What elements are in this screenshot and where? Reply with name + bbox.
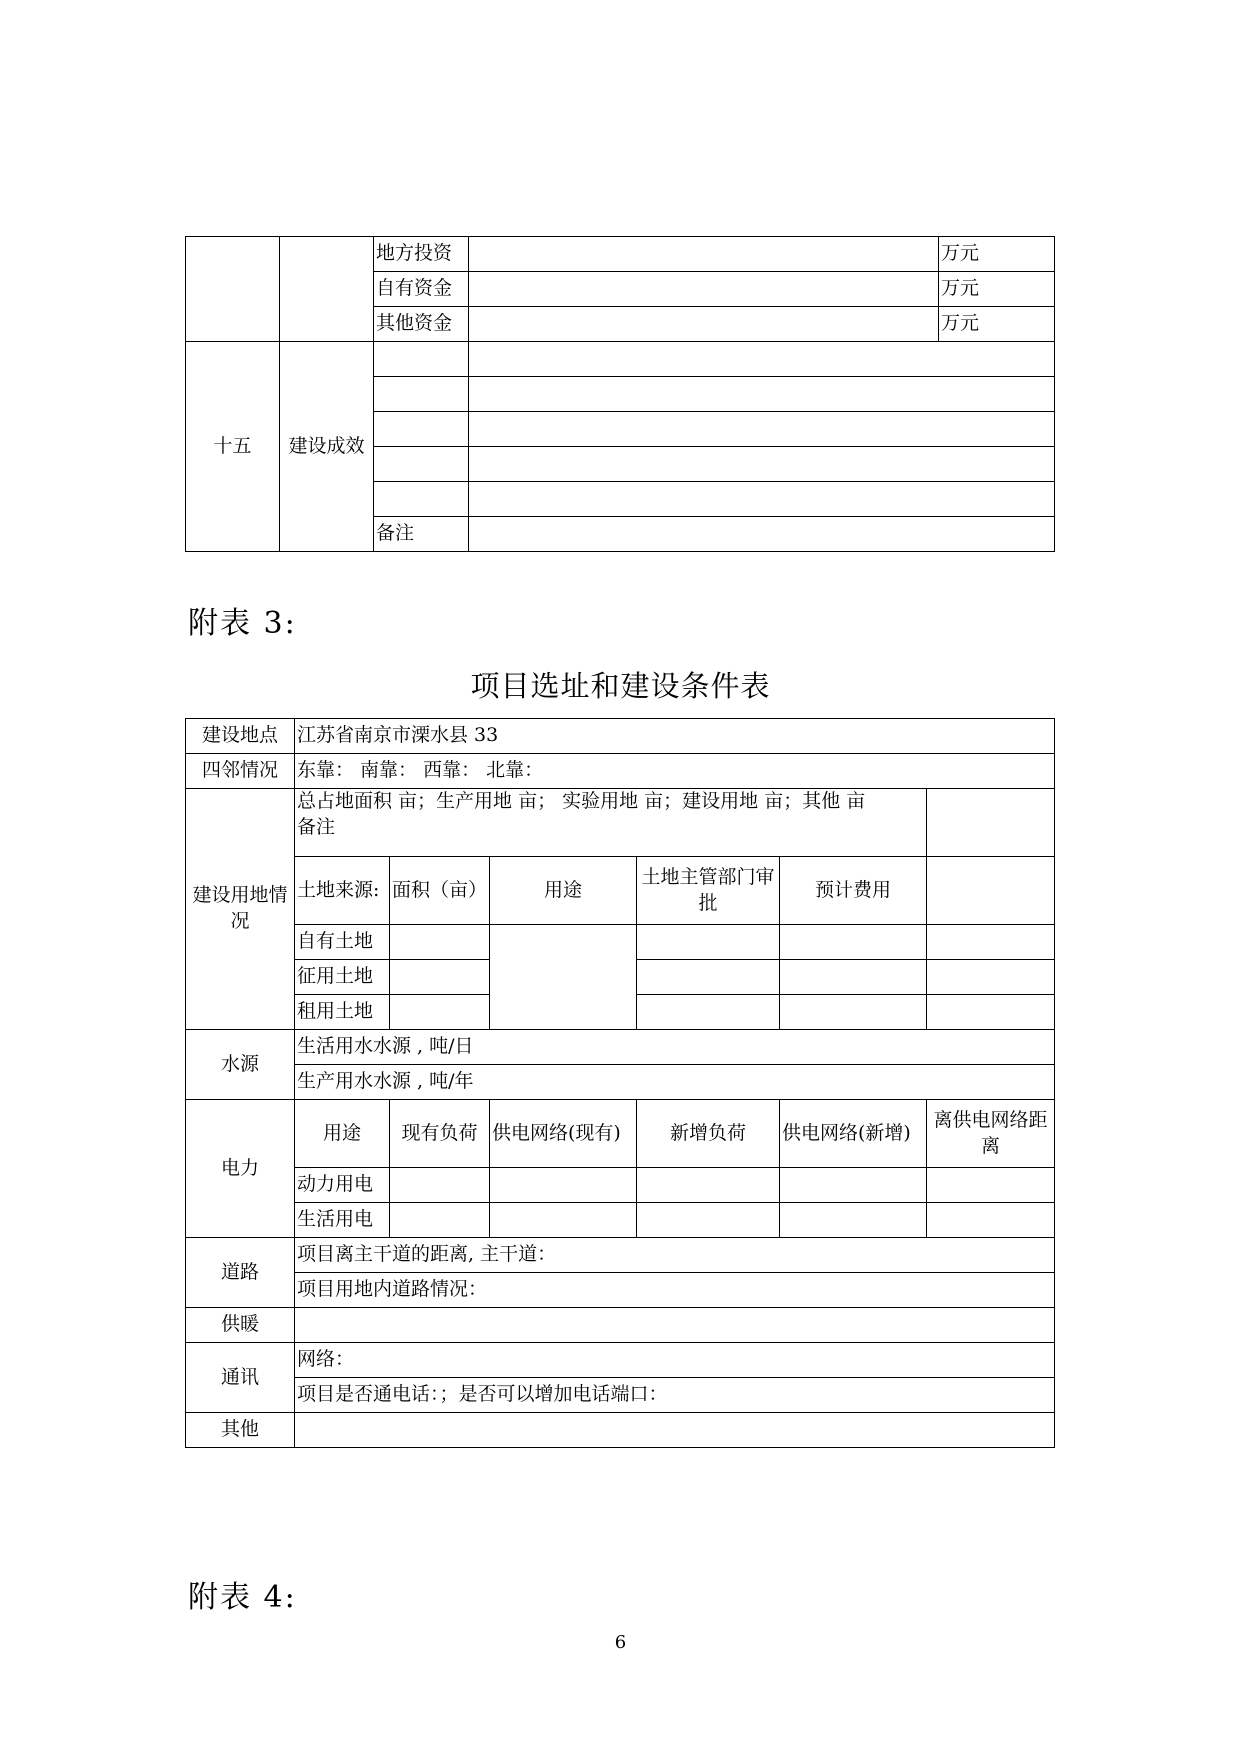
table-cell (927, 1203, 1055, 1238)
table-cell (295, 1308, 1055, 1343)
table-cell (469, 237, 939, 272)
power-header-current-load: 现有负荷 (390, 1100, 490, 1168)
funding-effect-table (185, 236, 1055, 552)
table-cell (390, 1168, 490, 1203)
table-cell (637, 960, 780, 995)
land-header-cost: 预计费用 (780, 857, 927, 925)
table-cell (780, 925, 927, 960)
land-row-label: 自有土地 (295, 925, 390, 960)
power-header-grid-new: 供电网络(新增) (780, 1100, 927, 1168)
power-header-new-load: 新增负荷 (637, 1100, 780, 1168)
table-cell (637, 1168, 780, 1203)
table-cell (390, 925, 490, 960)
comm-row: 项目是否通电话：；是否可以增加电话端口： (295, 1378, 1055, 1413)
section-number: 十五 (186, 342, 280, 552)
land-label: 建设用地情况 (186, 789, 295, 1030)
table-cell (186, 237, 280, 342)
land-area-text: 总占地面积 亩；生产用地 亩； 实验用地 亩；建设用地 亩；其他 亩 (297, 790, 866, 812)
neighbors-label: 四邻情况 (186, 754, 295, 789)
table-cell (469, 342, 1055, 377)
table-cell (469, 272, 939, 307)
site-value: 江苏省南京市溧水县 33 (295, 719, 1055, 754)
neighbors-value: 东靠： 南靠： 西靠： 北靠： (295, 754, 1055, 789)
table-cell (490, 1168, 637, 1203)
table-cell (927, 995, 1055, 1030)
comm-label: 通讯 (186, 1343, 295, 1413)
table-cell (637, 995, 780, 1030)
funding-row-label: 其他资金 (374, 307, 469, 342)
site-label: 建设地点 (186, 719, 295, 754)
table-cell (390, 960, 490, 995)
page-number: 6 (614, 1632, 627, 1653)
table-cell (280, 237, 374, 342)
land-remark: 备注 (297, 815, 336, 838)
power-row-label: 动力用电 (295, 1168, 390, 1203)
table-cell (927, 1168, 1055, 1203)
water-row: 生活用水水源 , 吨/日 (295, 1030, 1055, 1065)
power-header-grid-existing: 供电网络(现有) (490, 1100, 637, 1168)
table-cell (637, 925, 780, 960)
power-row-label: 生活用电 (295, 1203, 390, 1238)
land-row-label: 租用土地 (295, 995, 390, 1030)
unit-label: 万元 (939, 307, 1055, 342)
table-cell (374, 342, 469, 377)
table-cell (780, 1203, 927, 1238)
unit-label: 万元 (939, 272, 1055, 307)
land-header-area: 面积（亩） (390, 857, 490, 925)
table-cell (374, 447, 469, 482)
road-row: 项目用地内道路情况： (295, 1273, 1055, 1308)
table-cell (390, 995, 490, 1030)
table-cell (469, 447, 1055, 482)
table-cell (374, 377, 469, 412)
table-cell (927, 857, 1055, 925)
table-cell (469, 517, 1055, 552)
other-label: 其他 (186, 1413, 295, 1448)
table-cell (469, 412, 1055, 447)
road-row: 项目离主干道的距离, 主干道： (295, 1238, 1055, 1273)
land-header-source: 土地来源: (295, 857, 390, 925)
land-header-use: 用途 (490, 857, 637, 925)
power-header-use: 用途 (295, 1100, 390, 1168)
table-cell (469, 377, 1055, 412)
funding-row-label: 自有资金 (374, 272, 469, 307)
remark-label: 备注 (374, 517, 469, 552)
table-cell (390, 1203, 490, 1238)
table-cell (295, 1413, 1055, 1448)
table-cell (927, 925, 1055, 960)
appendix-3-heading: 附表 3: (188, 606, 297, 641)
table-cell (780, 960, 927, 995)
table-cell (927, 960, 1055, 995)
table-cell (780, 1168, 927, 1203)
table-cell (374, 412, 469, 447)
table-cell (490, 1203, 637, 1238)
section-name: 建设成效 (280, 342, 374, 552)
land-area-cell (295, 789, 927, 857)
power-header-distance: 离供电网络距离 (927, 1100, 1055, 1168)
heating-label: 供暖 (186, 1308, 295, 1343)
appendix-4-heading: 附表 4: (188, 1580, 297, 1615)
comm-row: 网络： (295, 1343, 1055, 1378)
table-cell (780, 995, 927, 1030)
funding-row-label: 地方投资 (374, 237, 469, 272)
land-header-approval: 土地主管部门审批 (637, 857, 780, 925)
water-row: 生产用水水源 , 吨/年 (295, 1065, 1055, 1100)
road-label: 道路 (186, 1238, 295, 1308)
table-title: 项目选址和建设条件表 (470, 669, 771, 703)
table-cell (469, 307, 939, 342)
unit-label: 万元 (939, 237, 1055, 272)
land-row-label: 征用土地 (295, 960, 390, 995)
power-label: 电力 (186, 1100, 295, 1238)
site-conditions-table (185, 718, 1055, 1448)
table-cell (490, 925, 637, 1030)
table-cell (374, 482, 469, 517)
water-label: 水源 (186, 1030, 295, 1100)
table-cell (469, 482, 1055, 517)
table-cell (927, 789, 1055, 857)
table-cell (637, 1203, 780, 1238)
